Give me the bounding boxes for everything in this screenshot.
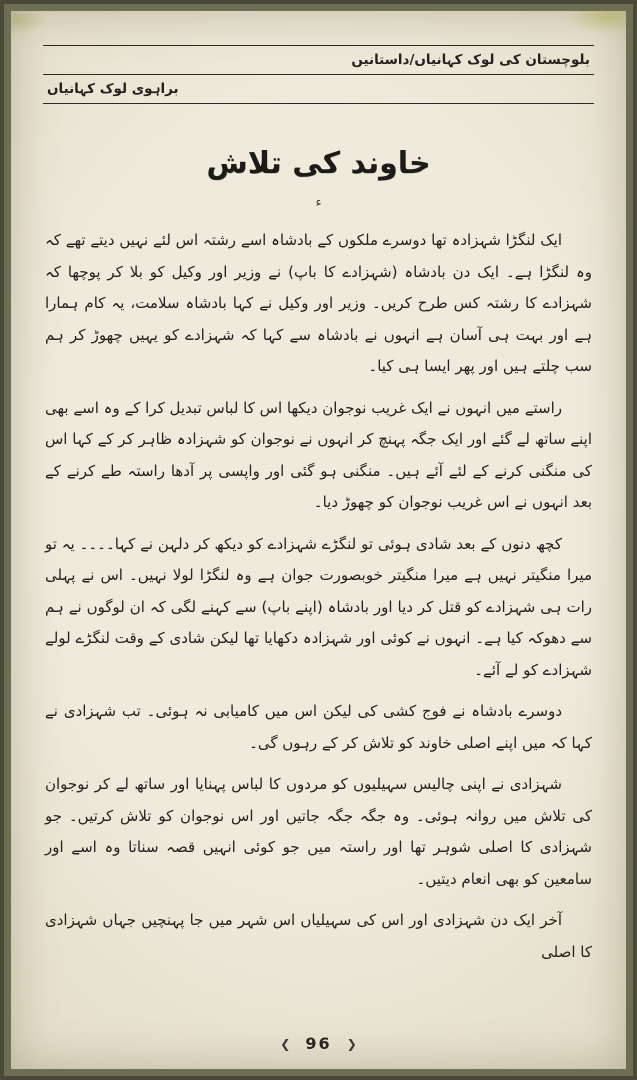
- page-footer: [11, 1034, 626, 1053]
- story-paragraph: راستے میں انہوں نے ایک غریب نوجوان دیکھا اس کا لباس تبدیل کرا کے وہ اسے بھی اپنے ساتھ لے گئے اور ایک جگہ پہنچ کر انہوں نے نوجوان کو شہزادہ ظاہر کر کے کہا اس کی منگنی کرنے کے لئے آئے ہیں۔ منگنی ہو گئی اور واپسی پر آدھا راستہ طے کرنے کے بعد انہوں نے اس غریب نوجوان کو چھوڑ دیا۔: [45, 398, 592, 511]
- header-section-title: براہوی لوک کہانیاں: [47, 81, 179, 97]
- header-rule-bottom: [43, 103, 594, 104]
- section-mark: ء: [315, 195, 322, 210]
- story-body: [41, 225, 596, 968]
- footer-ornament-right-icon: ❯: [346, 1037, 357, 1051]
- header-book-title: بلوچستان کی لوک کہانیاں/داستانیں: [351, 52, 590, 68]
- story-paragraph: دوسرے بادشاہ نے فوج کشی کی لیکن اس میں کامیابی نہ ہوئی۔ تب شہزادی نے کہا کہ میں اپنے اصلی خاوند کو تلاش کر کے رہوں گی۔: [45, 702, 592, 752]
- book-page: [11, 11, 626, 1069]
- footer-ornament-left-icon: ❮: [280, 1037, 291, 1051]
- page-frame: [4, 4, 633, 1076]
- page-number: 96: [305, 1034, 332, 1053]
- title-wrap: [41, 146, 596, 181]
- story-paragraph: کچھ دنوں کے بعد شادی ہوئی تو لنگڑے شہزادے کو دیکھ کر دلہن نے کہا۔۔۔۔ یہ تو میرا منگیتر نہیں ہے میرا منگیتر خوبصورت جوان ہے وہ لنگڑا لولا نہیں۔ اس نے پہلی رات ہی شہزادے کو قتل کر دیا اور بادشاہ (اپنے باپ) سے کہنے لگی کہ ان لوگوں نے ہم سے دھوکہ کیا ہے۔ انہوں نے کوئی اور شہزادہ دکھایا تھا لیکن شادی کے وقت لنگڑے لولے شہزادے کو لے آئے۔: [45, 534, 592, 679]
- story-paragraph: ایک لنگڑا شہزادہ تھا دوسرے ملکوں کے بادشاہ اسے رشتہ اس لئے نہیں دیتے تھے کہ وہ لنگڑا ہے۔ ایک دن بادشاہ (شہزادے کا باپ) نے وزیر اور وکیل کو بلا کر پوچھا کہ شہزادے کا رشتہ کس طرح کریں۔ وزیر اور وکیل نے کہا بادشاہ سلامت، یہ کام ہمارا ہے اور بہت ہی آسان ہے انہوں نے بادشاہ سے کہا کہ شہزادے کو یہیں چھوڑ کر ہم سب چلتے ہیں اور پھر ایسا ہی کیا۔: [45, 231, 592, 375]
- header-row-section: [41, 75, 596, 103]
- header-row-book: [41, 46, 596, 74]
- story-paragraph: شہزادی نے اپنی چالیس سہیلیوں کو مردوں کا لباس پہنایا اور ساتھ لے کر نوجوان کی تلاش میں روانہ ہوئی۔ وہ جگہ جگہ جاتیں اور اس نوجوان کو تلاش کرتیں۔ جو شہزادی کا اصلی شوہر تھا اور راستہ میں جو کوئی انہیں قصہ سناتا وہ اسے اور سامعین کو بھی انعام دیتیں۔: [45, 775, 592, 888]
- story-paragraph: آخر ایک دن شہزادی اور اس کی سہیلیاں اس شہر میں جا پہنچیں جہاں شہزادی کا اصلی: [45, 911, 592, 961]
- story-title: خاوند کی تلاش: [206, 146, 431, 181]
